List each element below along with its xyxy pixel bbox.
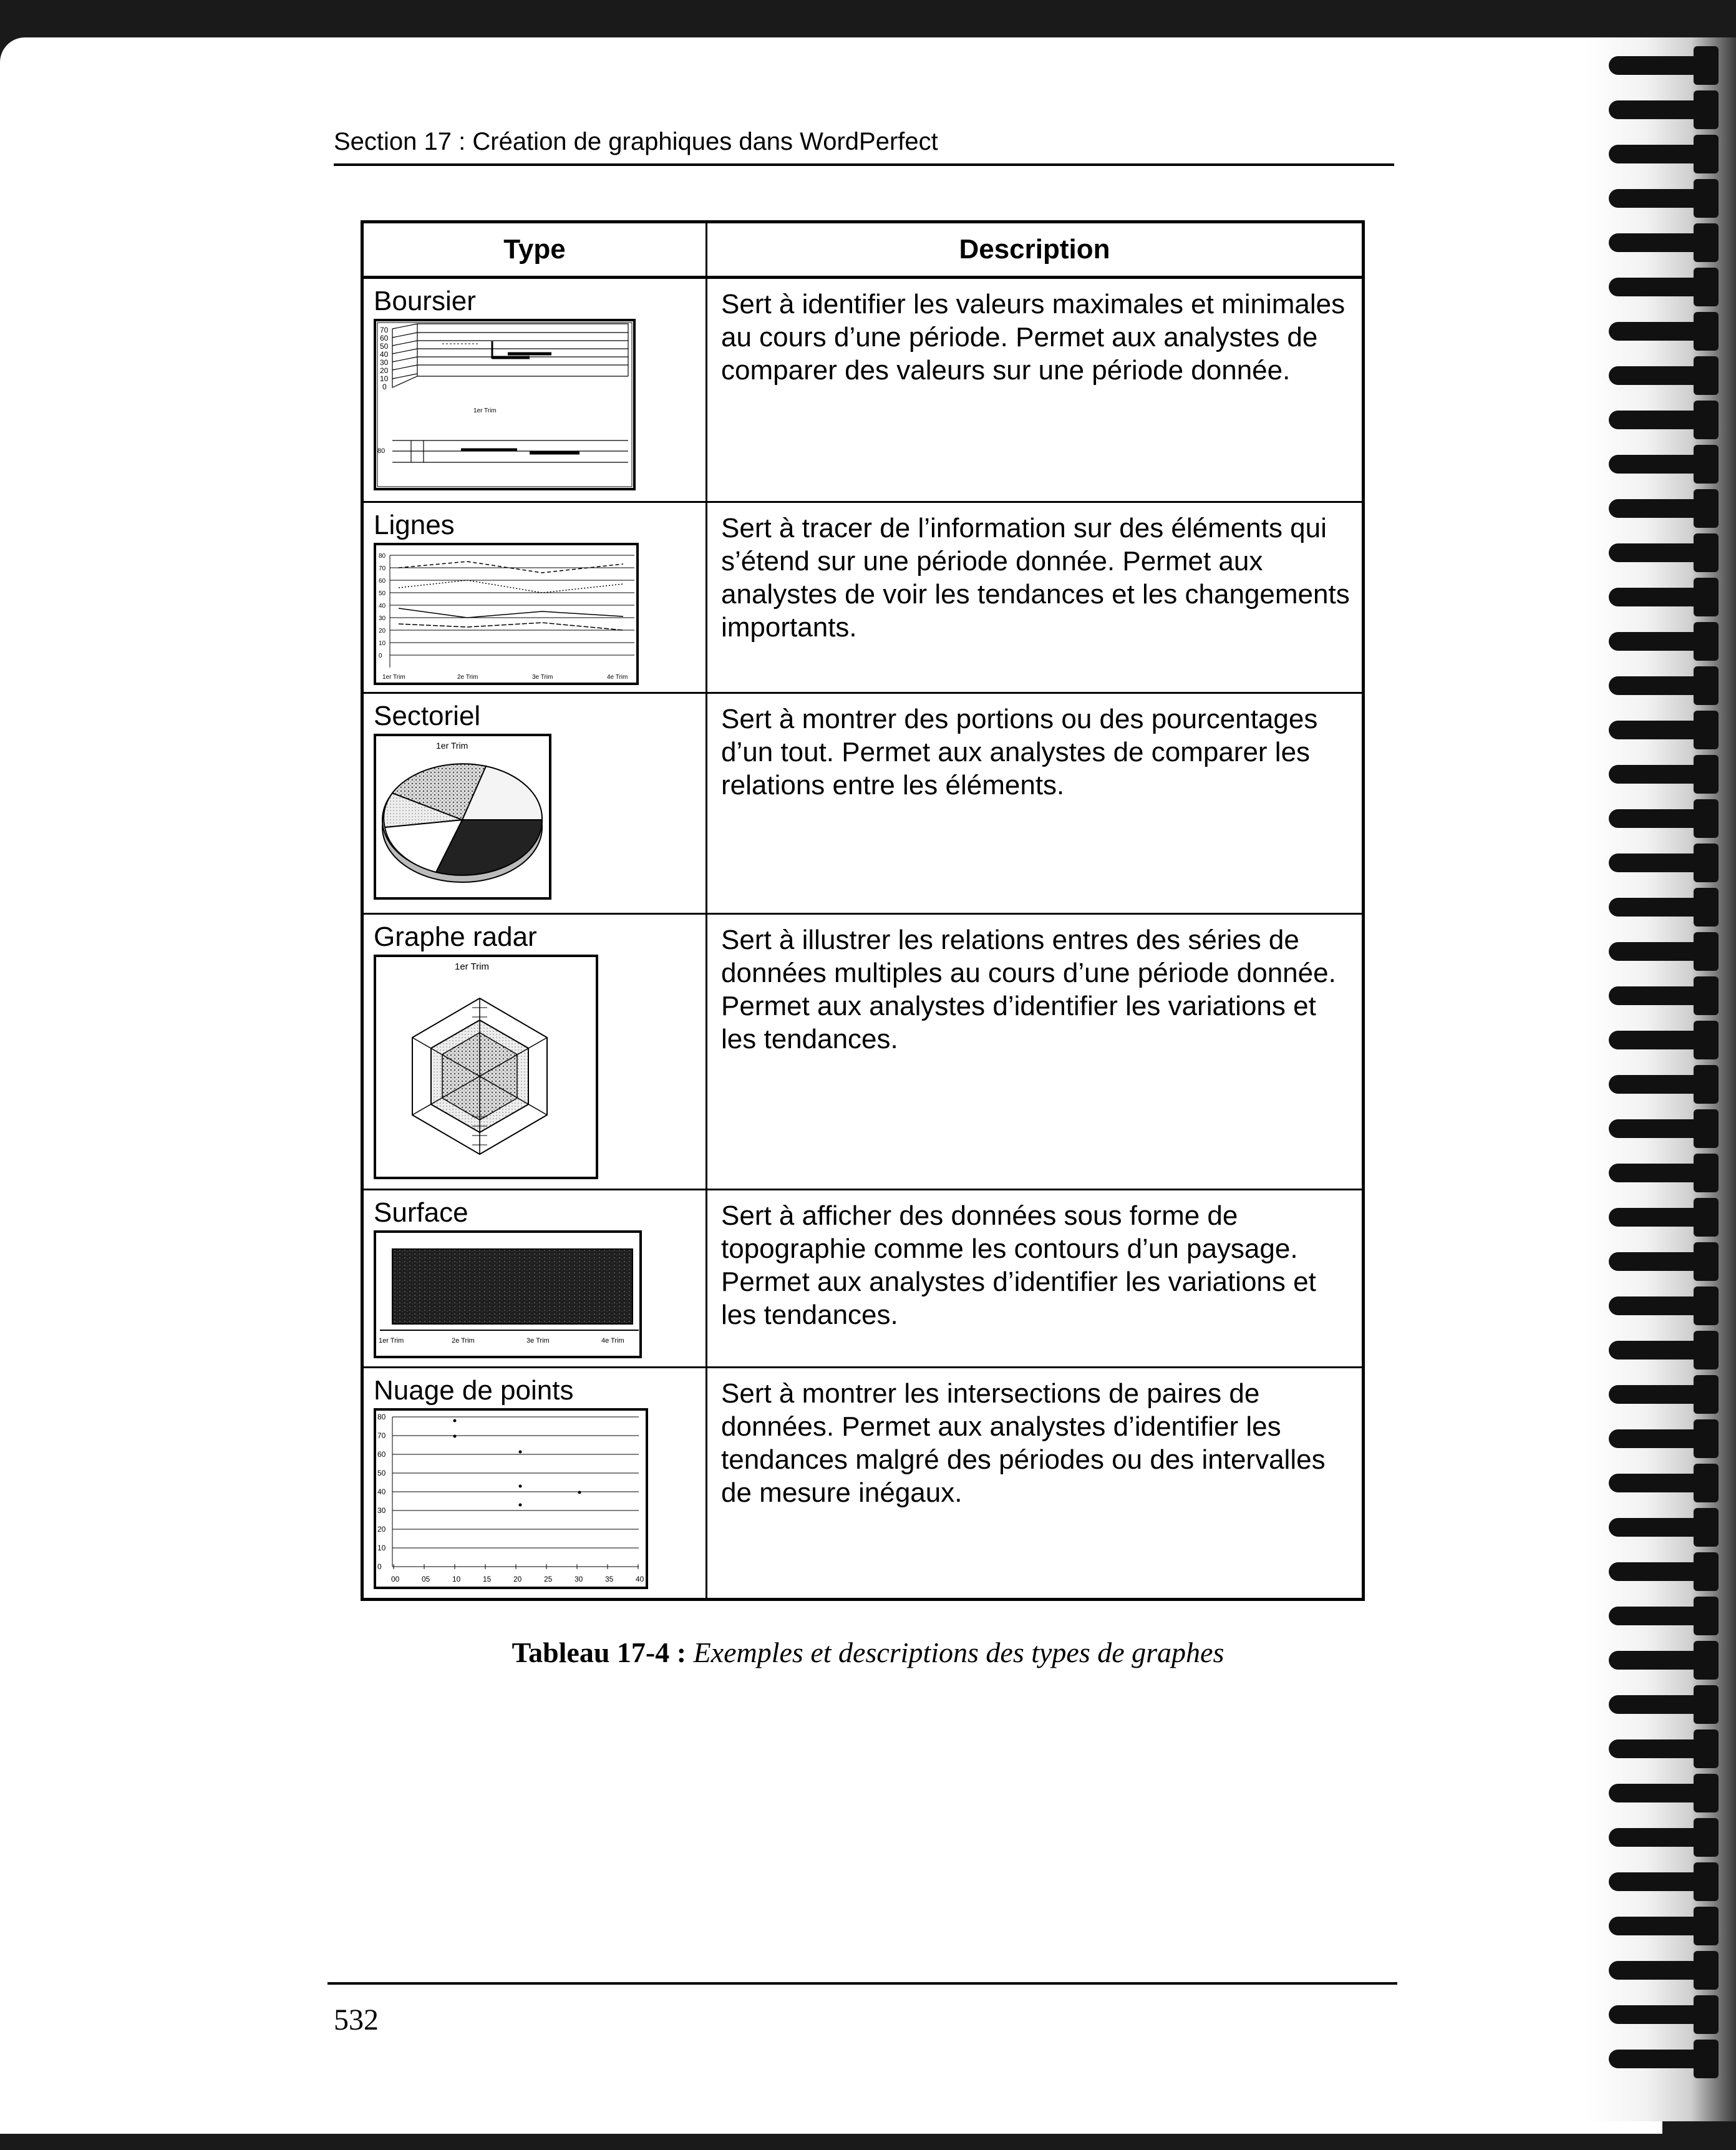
binding-coil [1609, 2005, 1715, 2024]
tick-label: 30 [380, 358, 389, 367]
binding-coil [1609, 588, 1715, 606]
binding-coil [1609, 1208, 1715, 1227]
table-row [362, 278, 1364, 502]
table-row [362, 502, 1364, 693]
scatter-point [453, 1435, 457, 1438]
tick-label: 20 [377, 1525, 386, 1534]
tick-label: 0 [379, 653, 382, 659]
binding-coil [1609, 411, 1715, 429]
tick-label: 1er Trim [379, 1337, 404, 1345]
running-header: Section 17 : Création de graphiques dans WordPerfect [334, 128, 938, 155]
radar-chart-thumbnail [374, 955, 598, 1179]
table-row [362, 693, 1364, 914]
table-row [362, 1190, 1364, 1368]
binding-coil [1609, 1296, 1715, 1315]
tick-label: 80 [377, 447, 386, 455]
tick-label: 10 [377, 1544, 386, 1552]
binding-coil [1609, 1474, 1715, 1492]
line-chart-thumbnail [374, 543, 639, 685]
binding-coil [1609, 809, 1715, 828]
description-cell: Sert à illustrer les relations entres des séries de données multiples au cours d’une période donnée. Permet aux analystes d’identifier les variations et les tendances. [707, 914, 1364, 1190]
surface-chart-thumbnail [374, 1230, 642, 1358]
tick-label: 60 [379, 578, 386, 585]
description-cell: Sert à afficher des données sous forme de topographie comme les contours d’un paysage. Permet aux analystes d’identifier les variations et les tendances. [707, 1190, 1364, 1368]
tick-label: 30 [377, 1506, 386, 1515]
binding-coil [1609, 1164, 1715, 1182]
tick-label: 10 [380, 374, 389, 383]
tick-label: 00 [391, 1575, 400, 1583]
binding-coil [1609, 322, 1715, 341]
binding-coil [1609, 1341, 1715, 1360]
binding-coil [1609, 189, 1715, 208]
scatter-point [519, 1485, 522, 1488]
chart-types-table [361, 220, 1365, 1601]
scatter-point [578, 1491, 581, 1494]
binding-coil [1609, 543, 1715, 562]
tick-label: 05 [422, 1575, 430, 1583]
scatter-chart-thumbnail [374, 1408, 648, 1589]
tick-label: 20 [380, 366, 389, 375]
binding-coil [1609, 721, 1715, 739]
description-cell: Sert à montrer des portions ou des pourcentages d’un tout. Permet aux analystes de comparer les relations entre les éléments. [707, 693, 1364, 914]
tick-label: 30 [379, 615, 386, 622]
binding-coil [1609, 499, 1715, 518]
tick-label: 60 [377, 1450, 386, 1459]
binding-coil [1609, 898, 1715, 917]
tick-label: 2e Trim [457, 674, 478, 681]
tick-label: 2e Trim [452, 1337, 475, 1345]
binding-coil [1609, 1872, 1715, 1891]
spiral-binding [1586, 37, 1736, 2121]
binding-coil [1609, 1784, 1715, 1802]
column-header-description: Description [707, 222, 1364, 278]
chart-title: 1er Trim [455, 961, 490, 972]
tick-label: 40 [379, 603, 386, 610]
binding-coil [1609, 986, 1715, 1005]
tick-label: 70 [377, 1431, 386, 1440]
description-cell: Sert à identifier les valeurs maximales et minimales au cours d’une période. Permet aux analystes de comparer des valeurs sur une période donnée. [707, 278, 1364, 502]
binding-coil [1609, 1562, 1715, 1581]
caption-text: Exemples et descriptions des types de graphes [693, 1637, 1224, 1668]
binding-coil [1609, 1429, 1715, 1448]
tick-label: 10 [379, 640, 386, 647]
tick-label: 70 [379, 565, 386, 572]
chart-title: 1er Trim [436, 741, 468, 751]
tick-label: 25 [544, 1575, 553, 1583]
tick-label: 20 [513, 1575, 522, 1583]
type-cell [362, 502, 707, 693]
binding-coil [1609, 1961, 1715, 1980]
tick-label: 40 [377, 1487, 386, 1496]
column-header-type: Type [362, 222, 707, 278]
type-cell [362, 693, 707, 914]
binding-coil [1609, 56, 1715, 75]
stock-chart-thumbnail [374, 319, 636, 490]
binding-coil [1609, 366, 1715, 385]
binding-coil [1609, 455, 1715, 474]
type-cell [362, 914, 707, 1190]
pie-chart-thumbnail [374, 734, 551, 900]
binding-coil [1609, 1075, 1715, 1094]
tick-label: 50 [380, 342, 389, 351]
tick-label: 1er Trim [382, 674, 405, 681]
binding-coil [1609, 1607, 1715, 1625]
tick-label: 80 [379, 553, 386, 560]
type-name: Lignes [374, 510, 455, 540]
binding-coil [1609, 145, 1715, 163]
binding-coil [1609, 1828, 1715, 1847]
tick-label: 4e Trim [607, 674, 628, 681]
tick-label: 35 [605, 1575, 614, 1583]
header-rule [334, 163, 1394, 166]
binding-coil [1609, 1119, 1715, 1138]
scatter-point [519, 1504, 522, 1507]
tick-label: 0 [382, 382, 387, 391]
binding-coil [1609, 100, 1715, 119]
binding-coil [1609, 1518, 1715, 1537]
table-row [362, 1368, 1364, 1600]
table-row [362, 914, 1364, 1190]
footer-rule [327, 1982, 1397, 1985]
tick-label: 70 [380, 326, 389, 334]
page-number: 532 [334, 2003, 379, 2036]
type-name: Nuage de points [374, 1375, 574, 1406]
tick-label: 15 [483, 1575, 492, 1583]
tick-label: 80 [377, 1413, 386, 1421]
description-cell: Sert à montrer les intersections de paires de données. Permet aux analystes d’identifier les tendances malgré des périodes ou des intervalles de mesure inégaux. [707, 1368, 1364, 1600]
tick-label: 0 [377, 1562, 382, 1571]
type-cell [362, 278, 707, 502]
type-cell [362, 1368, 707, 1600]
tick-label: 10 [452, 1575, 461, 1583]
binding-coil [1609, 676, 1715, 695]
scatter-point [453, 1419, 457, 1423]
type-cell [362, 1190, 707, 1368]
tick-label: 30 [575, 1575, 583, 1583]
tick-label: 50 [377, 1469, 386, 1477]
binding-coil [1609, 942, 1715, 961]
binding-coil [1609, 632, 1715, 651]
binding-coil [1609, 1252, 1715, 1271]
description-cell: Sert à tracer de l’information sur des éléments qui s’étend sur une période donnée. Permet aux analystes de voir les tendances et les changements importants. [707, 502, 1364, 693]
binding-coil [1609, 278, 1715, 296]
type-name: Boursier [374, 286, 476, 316]
table-header-row [362, 222, 1364, 278]
tick-label: 50 [379, 590, 386, 597]
scatter-point [519, 1451, 522, 1454]
type-name: Surface [374, 1197, 468, 1228]
tick-label: 3e Trim [526, 1337, 550, 1345]
binding-coil [1609, 233, 1715, 252]
tick-label: 20 [379, 628, 386, 635]
tick-label: 60 [380, 334, 389, 343]
binding-coil [1609, 765, 1715, 784]
tick-label: 40 [636, 1575, 644, 1583]
tick-label: 3e Trim [532, 674, 553, 681]
binding-coil [1609, 1385, 1715, 1404]
axis-label: 1er Trim [473, 407, 497, 414]
table-caption [0, 1636, 1736, 1669]
tick-label: 4e Trim [601, 1337, 624, 1345]
tick-label: 40 [380, 350, 389, 359]
binding-coil [1609, 1917, 1715, 1935]
binding-coil [1609, 854, 1715, 872]
binding-coil [1609, 1739, 1715, 1758]
binding-coil [1609, 1695, 1715, 1714]
binding-coil [1609, 1031, 1715, 1049]
type-name: Sectoriel [374, 701, 481, 731]
caption-label: Tableau 17-4 : [512, 1637, 687, 1668]
binding-coil [1609, 2050, 1715, 2068]
type-name: Graphe radar [374, 922, 537, 952]
